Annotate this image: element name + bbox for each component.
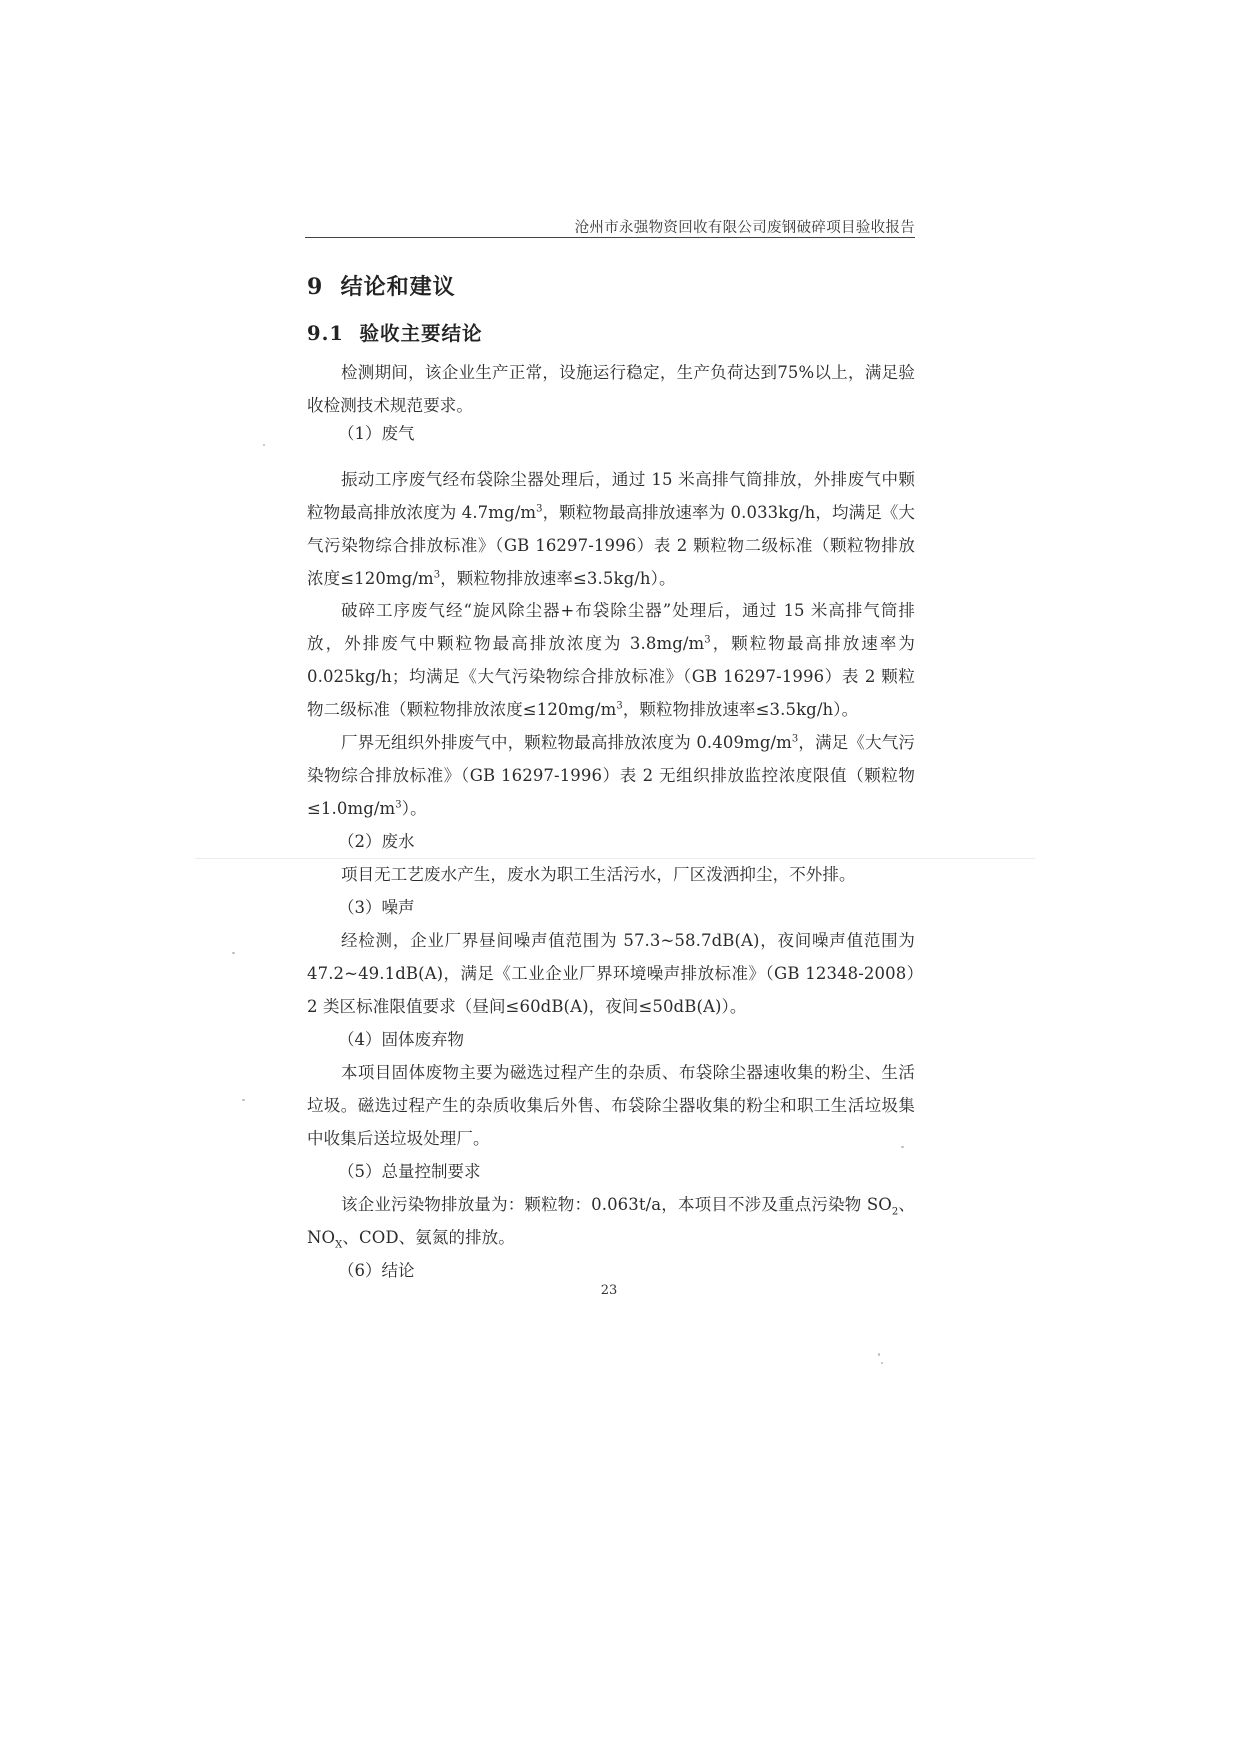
superscript: 3	[395, 799, 402, 811]
text-run: 该企业污染物排放量为：颗粒物：0.063t/a，本项目不涉及重点污染物 SO	[341, 1195, 892, 1214]
scan-speck	[901, 1146, 904, 1148]
superscript: 3	[433, 569, 441, 581]
page-number: 23	[600, 1283, 618, 1298]
header-rule	[305, 237, 915, 238]
text-run: ，颗粒物排放速率≤3.5kg/h）。	[622, 700, 859, 719]
scan-speck	[232, 952, 235, 954]
text-run: ）。	[401, 799, 427, 818]
text-run: 破碎工序废气经“旋风除尘器+布袋除尘器”处理后，通过 15 米高排气筒排放，外排废气中颗粒物最高排放浓度为 3.8mg/m	[307, 601, 915, 653]
noise-paragraph: 经检测，企业厂界昼间噪声值范围为 57.3~58.7dB(A)，夜间噪声值范围为 47.2~49.1dB(A)，满足《工业企业厂界环境噪声排放标准》（GB 12348-2008）2 类区标准限值要求（昼间≤60dB(A)，夜间≤50dB(A)）。	[307, 931, 915, 1016]
text-run: 振动工序废气经布袋除尘器处理后，通过 15 米高排气筒排放，外排废气中颗粒物最高排放浓度为 4.7mg/m	[307, 470, 915, 522]
item-label-noise: （3）噪声	[338, 898, 415, 917]
chapter-heading: 9 结论和建议	[307, 274, 456, 300]
gas-paragraph-1	[307, 463, 915, 595]
text-run: ，颗粒物最高排放速率为 0.033kg/h，均满足《大气污染物综合排放标准》（GB 16297-1996）表 2 颗粒物二级标准（颗粒物排放浓度≤120mg/m	[307, 503, 916, 588]
scan-speck	[263, 444, 265, 446]
superscript: 3	[791, 733, 799, 745]
text-run: 厂界无组织外排废气中，颗粒物最高排放浓度为 0.409mg/m	[341, 733, 792, 752]
gas-paragraph-3	[307, 726, 915, 825]
text-run: ，颗粒物排放速率≤3.5kg/h）。	[440, 569, 676, 588]
superscript: 3	[536, 503, 543, 515]
scan-speck	[242, 1099, 245, 1101]
superscript: 3	[616, 700, 623, 712]
gas-paragraph-2	[307, 594, 915, 726]
section-heading: 9.1 验收主要结论	[307, 322, 483, 345]
water-paragraph: 项目无工艺废水产生，废水为职工生活污水，厂区泼洒抑尘，不外排。	[341, 865, 856, 884]
running-header: 沧州市永强物资回收有限公司废钢破碎项目验收报告	[574, 220, 915, 236]
text-run: 、NO	[307, 1195, 915, 1247]
item-label-total: （5）总量控制要求	[338, 1162, 481, 1181]
intro-paragraph: 检测期间，该企业生产正常，设施运行稳定，生产负荷达到75%以上，满足验收检测技术规范要求。	[307, 363, 915, 415]
text-run: ，颗粒物最高排放速率为 0.025kg/h；均满足《大气污染物综合排放标准》（GB 16297-1996）表 2 颗粒物二级标准（颗粒物排放浓度≤120mg/m	[307, 634, 915, 719]
solid-paragraph: 本项目固体废物主要为磁选过程产生的杂质、布袋除尘器速收集的粉尘、生活垃圾。磁选过程产生的杂质收集后外售、布袋除尘器收集的粉尘和职工生活垃圾集中收集后送垃圾处理厂。	[307, 1063, 915, 1148]
item-label-solid: （4）固体废弃物	[338, 1030, 464, 1049]
subscript: X	[335, 1239, 343, 1251]
subscript: 2	[891, 1206, 899, 1218]
text-run: 、COD、氨氮的排放。	[342, 1228, 515, 1247]
total-paragraph	[307, 1188, 915, 1254]
scan-speck	[878, 1353, 880, 1356]
item-label-water: （2）废水	[338, 832, 415, 851]
superscript: 3	[704, 634, 711, 646]
scan-speck	[881, 1362, 883, 1364]
text-run: ，满足《大气污染物综合排放标准》（GB 16297-1996）表 2 无组织排放监控浓度限值（颗粒物≤1.0mg/m	[307, 733, 916, 818]
item-label-gas: （1）废气	[338, 424, 415, 443]
item-label-conclusion: （6）结论	[338, 1261, 415, 1280]
